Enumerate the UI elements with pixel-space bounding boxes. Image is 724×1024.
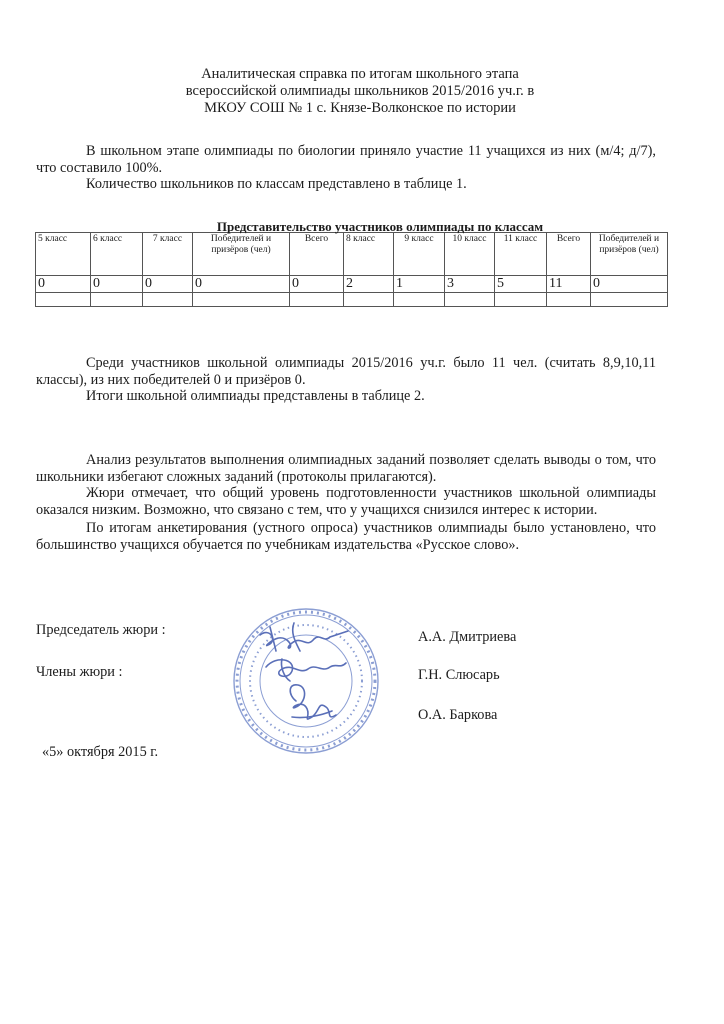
table-cell: 0 — [36, 276, 91, 293]
header-cell: Всего — [547, 233, 591, 276]
document-title — [100, 66, 620, 117]
summary-paragraph-1: Среди участников школьной олимпиады 2015/2016 уч.г. было 11 чел. (считать 8,9,10,11 классы), из них победителей 0 и призёров 0. — [36, 355, 656, 388]
analysis-paragraph-1: Анализ результатов выполнения олимпиадных заданий позволяет сделать выводы о том, что школьники избегают сложных заданий (протоколы прилагаются). — [36, 452, 656, 485]
analysis-section — [36, 452, 656, 553]
handwritten-signatures — [260, 623, 348, 719]
header-cell: 6 класс — [91, 233, 143, 276]
table-caption: Представительство участников олимпиады по классам — [216, 219, 544, 234]
intro-paragraph-1: В школьном этапе олимпиады по биологии приняло участие 11 учащихся из них (м/4; д/7), что составило 100%. — [36, 143, 656, 176]
header-cell: 5 класс — [36, 233, 91, 276]
analysis-paragraph-3: По итогам анкетирования (устного опроса) участников олимпиады было установлено, что большинство учащихся обучается по учебникам издательства «Русское слово». — [36, 520, 656, 553]
header-cell: 9 класс — [394, 233, 445, 276]
chair-name: А.А. Дмитриева — [418, 629, 517, 645]
members-label: Члены жюри : — [36, 664, 123, 680]
header-cell: 7 класс — [143, 233, 193, 276]
member-name-1: Г.Н. Слюсарь — [418, 667, 500, 683]
table-cell: 0 — [591, 276, 668, 293]
intro-paragraph-2: Количество школьников по классам представлено в таблице 1. — [86, 176, 467, 192]
table-cell: 1 — [394, 276, 445, 293]
table-header-row — [36, 233, 668, 276]
document-date: «5» октября 2015 г. — [42, 744, 159, 760]
analysis-paragraph-2: Жюри отмечает, что общий уровень подготовленности участников школьной олимпиады оказался низким. Возможно, что связано с тем, что у учащихся снизился интерес к истории. — [36, 485, 656, 518]
table-cell: 11 — [547, 276, 591, 293]
table-cell: 0 — [91, 276, 143, 293]
table-empty-row — [36, 293, 668, 307]
table-cell: 0 — [290, 276, 344, 293]
header-cell: 10 класс — [445, 233, 495, 276]
header-cell: Победителей и призёров (чел) — [591, 233, 668, 276]
member-name-2: О.А. Баркова — [418, 707, 498, 723]
title-line-1: Аналитическая справка по итогам школьного этапа — [201, 66, 519, 82]
summary-paragraph-2: Итоги школьной олимпиады представлены в таблице 2. — [86, 388, 425, 404]
chair-label: Председатель жюри : — [36, 622, 166, 638]
header-cell: Всего — [290, 233, 344, 276]
title-line-3: МКОУ СОШ № 1 с. Князе-Волконское по истории — [204, 100, 516, 116]
table-cell: 5 — [495, 276, 547, 293]
table-cell: 0 — [193, 276, 290, 293]
summary-section — [36, 355, 656, 405]
table-cell: 3 — [445, 276, 495, 293]
table-cell: 2 — [344, 276, 394, 293]
header-cell: 8 класс — [344, 233, 394, 276]
table-row — [36, 276, 668, 293]
official-stamp — [230, 605, 382, 757]
header-cell: 11 класс — [495, 233, 547, 276]
table-cell: 0 — [143, 276, 193, 293]
header-cell: Победителей и призёров (чел) — [193, 233, 290, 276]
title-line-2: всероссийской олимпиады школьников 2015/2016 уч.г. в — [185, 83, 535, 99]
participants-table — [35, 232, 668, 307]
intro-section — [36, 143, 656, 193]
